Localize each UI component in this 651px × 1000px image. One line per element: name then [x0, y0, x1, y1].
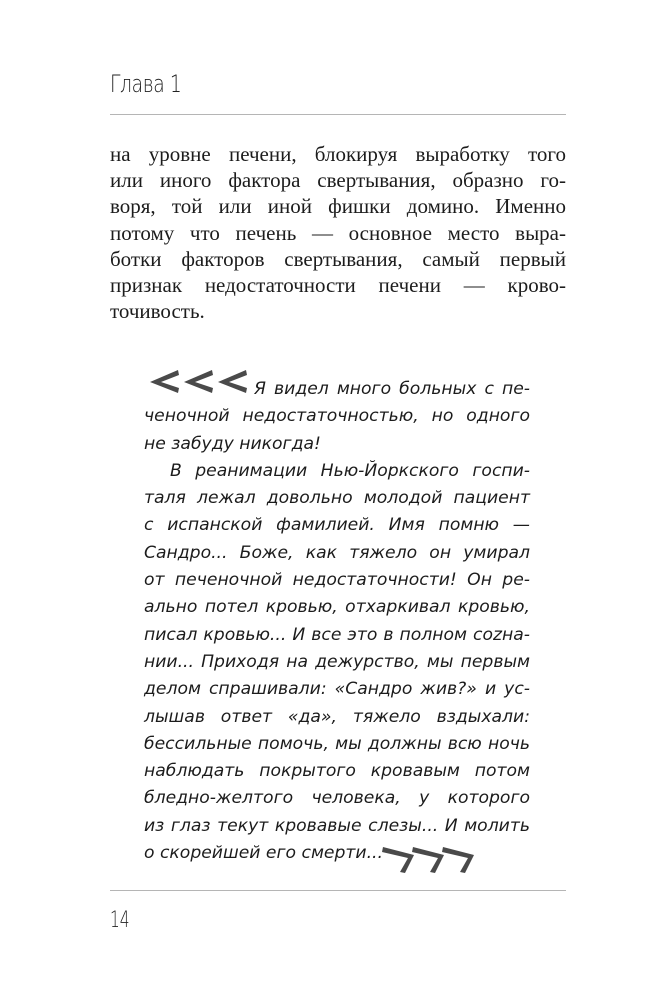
quote-line: лышав ответ «да», тяжело вздыхали: [144, 706, 530, 727]
body-paragraph [110, 141, 566, 324]
body-line: ботки факторов свертывания, самый первый [110, 246, 566, 271]
quote-line: из глаз текут кровавые слезы... И молить [144, 815, 530, 836]
body-line: потому что печень — основное место выра- [110, 220, 566, 245]
quote-line: писал кровью... И все это в полном сozна- [144, 624, 530, 645]
quote-line: о скорейшей его смерти... [144, 843, 383, 864]
body-line: воря, той или иной фишки домино. Именно [110, 194, 566, 219]
quote-line: таля лежал довольно молодой пациент [144, 488, 530, 509]
quote-line: наблюдать покрытого кровавым потом [144, 761, 530, 782]
quote-line: нии... Приходя на дежурство, мы первым [144, 651, 530, 672]
quote-block [144, 376, 530, 867]
footer-divider [110, 890, 566, 891]
quote-line: от печеночной недостаточности! Он ре- [144, 570, 530, 591]
quote-line: В реанимации Нью-Йоркского госпи- [170, 460, 530, 481]
quote-line: ченочной недостаточностью, но одного [144, 406, 530, 427]
quote-line: бессильные помочь, мы должны всю ночь [144, 733, 530, 754]
header-divider [110, 114, 566, 115]
quote-line: бледно-желтого человека, у которого [144, 788, 530, 809]
quote-close-chevrons-icon [380, 844, 476, 874]
quote-line: ально потел кровью, отхаркивал кровью, [144, 597, 530, 618]
body-line: признак недостаточности печени — крово- [110, 273, 566, 298]
quote-line: Я видел много больных с пе- [254, 379, 530, 399]
quote-line: Сандро... Боже, как тяжело он умирал [144, 542, 530, 563]
body-line: на уровне печени, блокируя выработку того [110, 142, 566, 166]
quote-line: не забуду никогда! [144, 433, 321, 454]
chapter-header: Глава 1 [110, 70, 182, 98]
page-number: 14 [110, 908, 130, 933]
quote-line: делом спрашивали: «Сандро жив?» и ус- [144, 679, 530, 700]
quote-line: с испанской фамилией. Имя помню — [144, 515, 530, 536]
body-line: или иного фактора свертывания, образно го- [110, 168, 566, 193]
body-line: точивость. [110, 299, 205, 324]
